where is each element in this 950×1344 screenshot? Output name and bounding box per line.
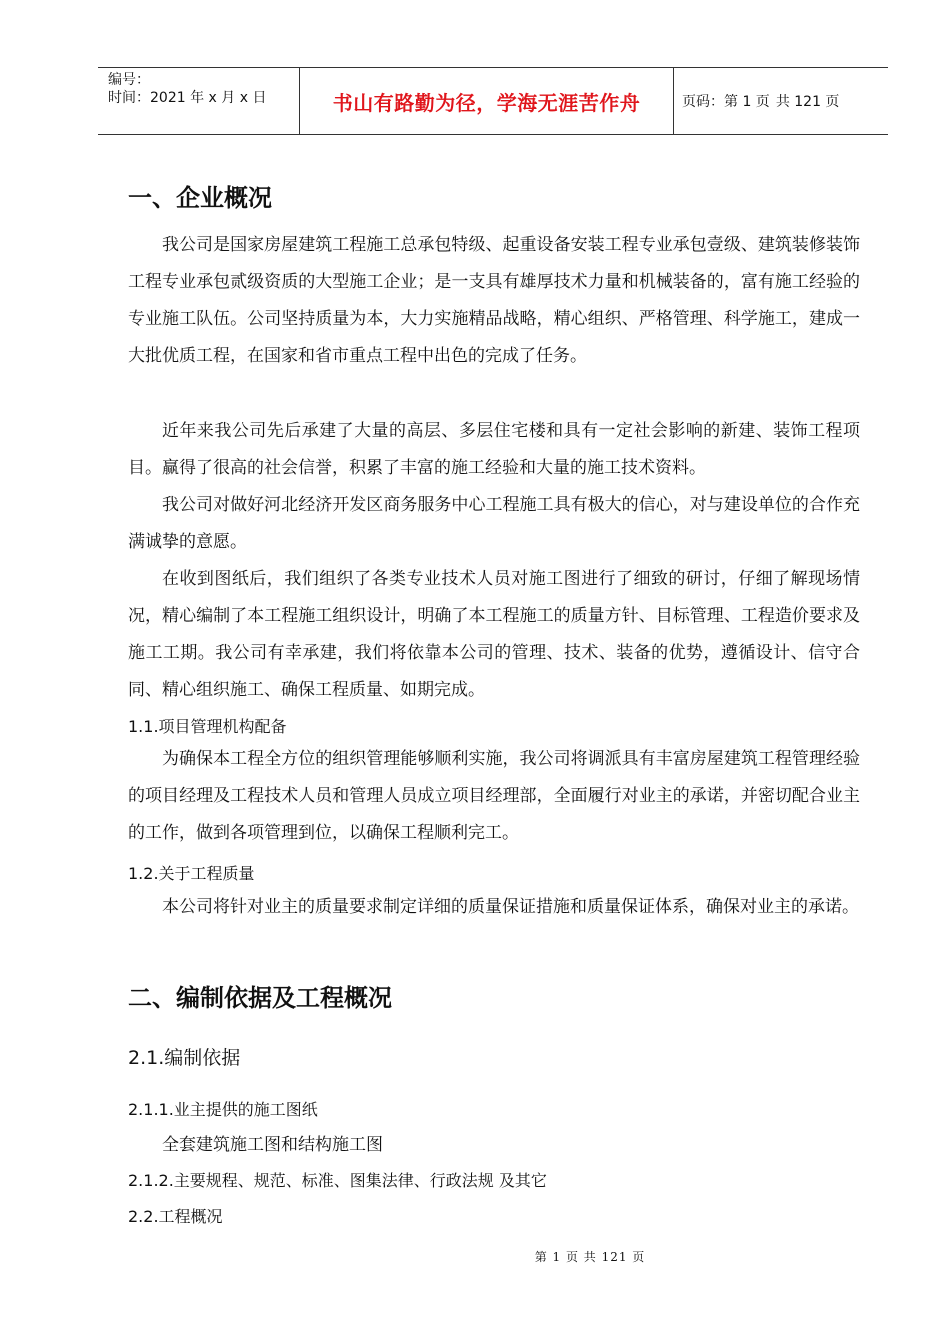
document-date-label: 时间：2021 年 x 月 x 日 <box>108 90 267 106</box>
page-footer: 第 1 页 共 121 页 <box>534 1250 646 1264</box>
header-page-cell <box>674 68 888 134</box>
section-2-heading: 二、编制依据及工程概况 <box>128 984 392 1012</box>
section-1-paragraph-2: 近年来我公司先后承建了大量的高层、多层住宅楼和具有一定社会影响的新建、装饰工程项目。赢得了很高的社会信誉，积累了丰富的施工经验和大量的施工技术资料。 <box>128 421 860 478</box>
header-motto: 书山有路勤为径，学海无涯苦作舟 <box>300 68 674 134</box>
subsection-1-1-paragraph: 为确保本工程全方位的组织管理能够顺利实施，我公司将调派具有丰富房屋建筑工程管理经验的项目经理及工程技术人员和管理人员成立项目经理部，全面履行对业主的承诺，并密切配合业主的工作，做到各项管理到位，以确保工程顺利完工。 <box>128 749 860 843</box>
section-1-paragraph-3: 我公司对做好河北经济开发区商务服务中心工程施工具有极大的信心，对与建设单位的合作充满诚挚的意愿。 <box>128 495 860 552</box>
header-page-total: 共 121 页 <box>775 94 840 110</box>
subsection-2-1-heading: 2.1.编制依据 <box>128 1047 241 1069</box>
section-1-heading: 一、企业概况 <box>128 184 272 212</box>
subsection-2-1-1-heading: 2.1.1.业主提供的施工图纸 <box>128 1100 318 1119</box>
page-header-table <box>98 67 888 135</box>
subsection-2-2-heading: 2.2.工程概况 <box>128 1207 223 1226</box>
header-page-number: 页码：第 1 页 <box>682 94 770 110</box>
subsection-1-2-heading: 1.2.关于工程质量 <box>128 864 255 883</box>
section-1-paragraph-4: 在收到图纸后，我们组织了各类专业技术人员对施工图进行了细致的研讨，仔细了解现场情况，精心编制了本工程施工组织设计，明确了本工程施工的质量方针、目标管理、工程造价要求及施工工期。我公司有幸承建，我们将依靠本公司的管理、技术、装备的优势，遵循设计、信守合同、精心组织施工、确保工程质量、如期完成。 <box>128 569 860 700</box>
section-1-paragraph-1: 我公司是国家房屋建筑工程施工总承包特级、起重设备安装工程专业承包壹级、建筑装修装饰工程专业承包贰级资质的大型施工企业；是一支具有雄厚技术力量和机械装备的，富有施工经验的专业施工队伍。公司坚持质量为本，大力实施精品战略，精心组织、严格管理、科学施工，建成一大批优质工程，在国家和省市重点工程中出色的完成了任务。 <box>128 235 860 366</box>
document-number-label: 编号： <box>108 72 150 88</box>
subsection-2-1-1-text: 全套建筑施工图和结构施工图 <box>162 1135 383 1155</box>
subsection-1-2-paragraph: 本公司将针对业主的质量要求制定详细的质量保证措施和质量保证体系，确保对业主的承诺。 <box>162 897 859 917</box>
header-meta-cell <box>98 68 300 134</box>
subsection-2-1-2-heading: 2.1.2.主要规程、规范、标准、图集法律、行政法规 及其它 <box>128 1171 547 1190</box>
subsection-1-1-heading: 1.1.项目管理机构配备 <box>128 717 287 736</box>
